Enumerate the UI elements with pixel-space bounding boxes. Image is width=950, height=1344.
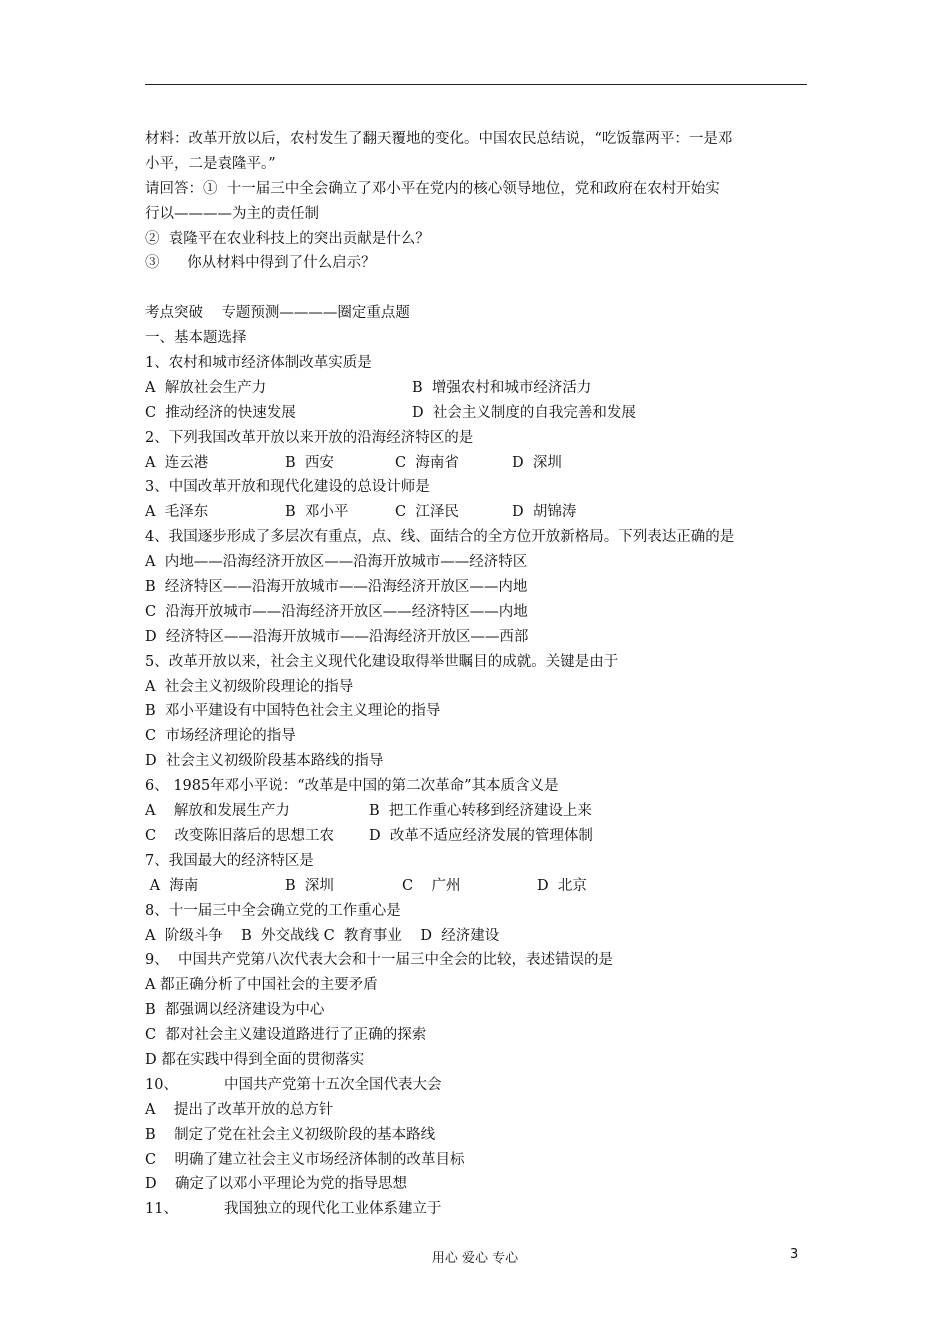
option: C 沿海开放城市——沿海经济开放区——经济特区——内地: [145, 603, 528, 620]
option: A 解放和发展生产力: [145, 803, 290, 820]
option: C 改变陈旧落后的思想工农: [145, 827, 335, 844]
option: C 都对社会主义建设道路进行了正确的探索: [145, 1027, 427, 1044]
question-stem: 3、中国改革开放和现代化建设的总设计师是: [145, 479, 430, 496]
section-heading: 考点突破 专题预测————圈定重点题: [145, 305, 410, 322]
option: B 深圳: [285, 877, 334, 894]
option-row: [145, 401, 815, 426]
page-number: 3: [790, 1247, 799, 1262]
question-stem: 11、 我国独立的现代化工业体系建立于: [145, 1201, 442, 1218]
option: A 解放社会生产力: [145, 379, 267, 396]
option: B 邓小平: [285, 504, 349, 521]
option: C 广州: [402, 877, 461, 894]
question-stem: 2、下列我国改革开放以来开放的沿海经济特区的是: [145, 429, 474, 446]
question-line: 行以————为主的责任制: [145, 205, 319, 222]
option: A 阶级斗争 B 外交战线 C 教育事业 D 经济建设: [145, 927, 500, 944]
option-row: [145, 376, 815, 401]
option: D 经济特区——沿海开放城市——沿海经济开放区——西部: [145, 628, 529, 645]
question-stem: 1、农村和城市经济体制改革实质是: [145, 355, 372, 372]
option: A 提出了改革开放的总方针: [145, 1101, 334, 1118]
option: B 增强农村和城市经济活力: [412, 379, 592, 396]
question-stem: 10、 中国共产党第十五次全国代表大会: [145, 1076, 442, 1093]
option: A 毛泽东: [145, 504, 209, 521]
question-line: ② 袁隆平在农业科技上的突出贡献是什么？: [145, 230, 430, 247]
option-row: [145, 451, 815, 476]
question-stem: 5、改革开放以来，社会主义现代化建设取得举世瞩目的成就。关键是由于: [145, 653, 619, 670]
footer-motto: 用心 爱心 专心: [431, 1251, 519, 1266]
option: B 制定了党在社会主义初级阶段的基本路线: [145, 1126, 436, 1143]
option: D 北京: [537, 877, 587, 894]
option: D 都在实践中得到全面的贯彻落实: [145, 1051, 365, 1068]
option: D 深圳: [512, 454, 562, 471]
option: A 内地——沿海经济开放区——沿海开放城市——经济特区: [145, 554, 528, 571]
option: B 都强调以经济建设为中心: [145, 1002, 325, 1019]
option-row: [145, 799, 815, 824]
option: D 改革不适应经济发展的管理体制: [369, 827, 593, 844]
header-rule: [145, 84, 807, 85]
option: C 明确了建立社会主义市场经济体制的改革目标: [145, 1151, 465, 1168]
option-row: [145, 500, 815, 525]
page-content: [145, 127, 815, 1222]
option: B 把工作重心转移到经济建设上来: [369, 803, 592, 820]
option: C 推动经济的快速发展: [145, 404, 296, 421]
material-line: 材料：改革开放以后，农村发生了翻天覆地的变化。中国农民总结说，“吃饭靠两平：一是邓: [145, 131, 733, 147]
option-row: [145, 874, 815, 899]
option: A 连云港: [145, 454, 209, 471]
option: D 社会主义初级阶段基本路线的指导: [145, 753, 384, 770]
option: B 西安: [285, 454, 334, 471]
material-line: 小平，二是袁隆平。”: [145, 155, 276, 172]
option: A 海南: [145, 877, 199, 894]
spacer: [145, 276, 815, 301]
question-stem: 7、我国最大的经济特区是: [145, 852, 314, 869]
option: B 邓小平建设有中国特色社会主义理论的指导: [145, 703, 441, 720]
page-footer: [0, 1247, 950, 1269]
option: A 社会主义初级阶段理论的指导: [145, 678, 354, 695]
question-stem: 8、十一届三中全会确立党的工作重心是: [145, 902, 401, 919]
question-stem: 6、 1985年邓小平说：“改革是中国的第二次革命”其本质含义是: [145, 778, 559, 795]
option: A 都正确分析了中国社会的主要矛盾: [145, 977, 378, 994]
option: C 江泽民: [395, 504, 459, 521]
section-subheading: 一、基本题选择: [145, 330, 247, 347]
option: D 确定了以邓小平理论为党的指导思想: [145, 1176, 408, 1193]
option: C 海南省: [395, 454, 459, 471]
question-stem: 9、 中国共产党第八次代表大会和十一届三中全会的比较，表述错误的是: [145, 952, 613, 969]
option: B 经济特区——沿海开放城市——沿海经济开放区——内地: [145, 579, 528, 596]
option: D 胡锦涛: [512, 504, 577, 521]
option: C 市场经济理论的指导: [145, 728, 296, 745]
question-line: ③ 你从材料中得到了什么启示？: [145, 255, 376, 272]
option-row: [145, 824, 815, 849]
question-stem: 4、我国逐步形成了多层次有重点，点、线、面结合的全方位开放新格局。下列表达正确的是: [145, 529, 735, 546]
option: D 社会主义制度的自我完善和发展: [412, 404, 636, 421]
question-line: 请回答：① 十一届三中全会确立了邓小平在党内的核心领导地位，党和政府在农村开始实: [145, 180, 720, 197]
